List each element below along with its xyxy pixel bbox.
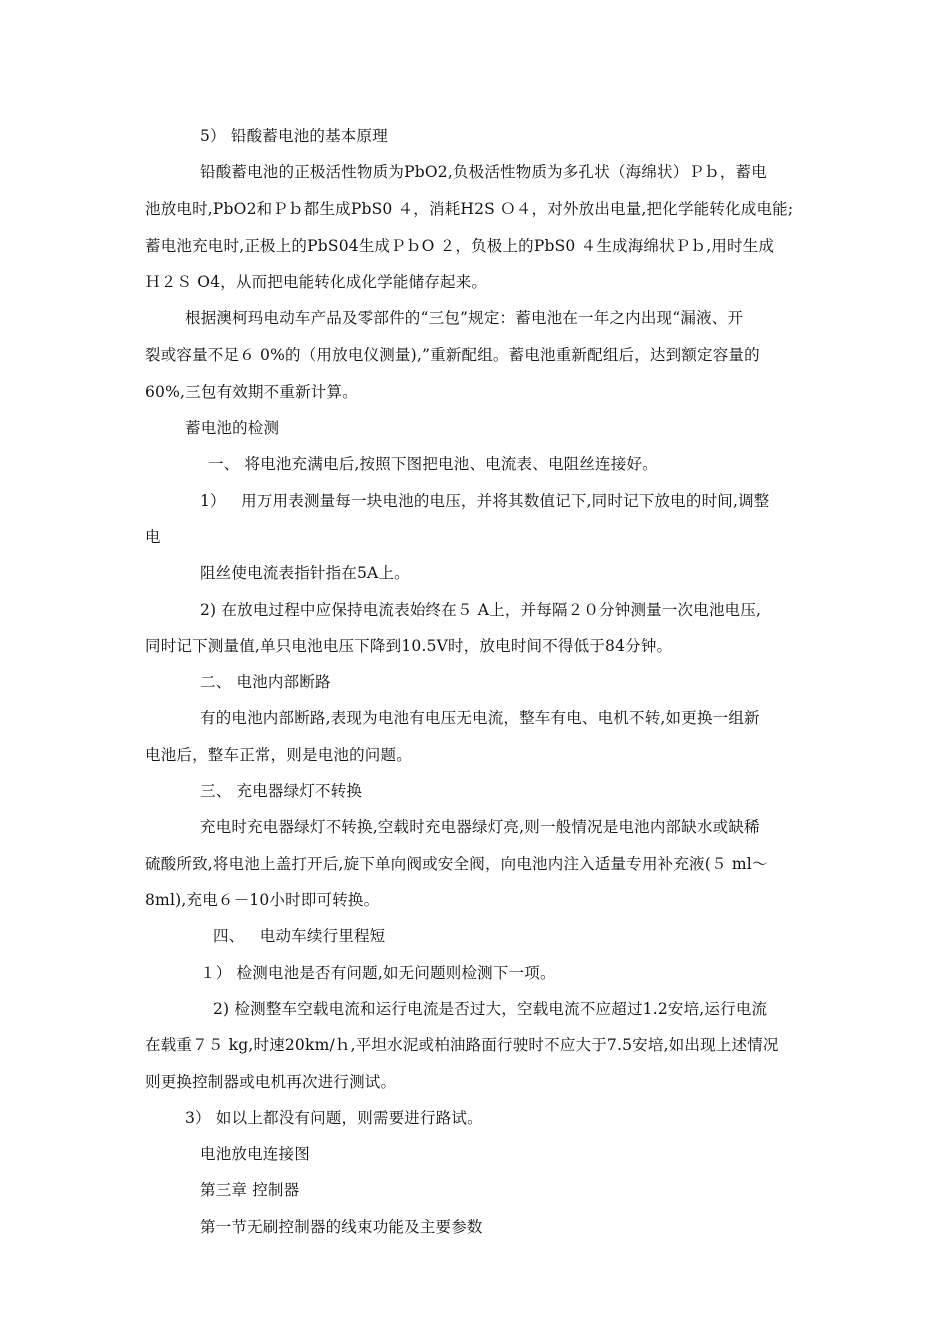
paragraph-line: 同时记下测量值,单只电池电压下降到10.5V时，放电时间不得低于84分钟。 bbox=[145, 637, 673, 655]
list-item: 3） 如以上都没有问题，则需要进行路试。 bbox=[185, 1109, 483, 1127]
section-title: 第一节无刷控制器的线束功能及主要参数 bbox=[200, 1218, 483, 1236]
paragraph-line: 有的电池内部断路,表现为电池有电压无电流，整车有电、电机不转,如更换一组新 bbox=[200, 709, 760, 727]
figure-caption: 电池放电连接图 bbox=[200, 1145, 310, 1163]
section-heading: 四、 电动车续行里程短 bbox=[213, 927, 386, 945]
paragraph-line: 蓄电池充电时,正极上的PbS04生成ＰｂO ２，负极上的PbS0 ４生成海绵状Ｐｂ,用时生成 bbox=[145, 237, 775, 255]
paragraph-line: Ｈ２Ｓ O4，从而把电能转化成化学能储存起来。 bbox=[145, 273, 488, 291]
paragraph-line: 铅酸蓄电池的正极活性物质为PbO2,负极活性物质为多孔状（海绵状）Ｐｂ，蓄电 bbox=[200, 163, 767, 181]
list-item: 一、 将电池充满电后,按照下图把电池、电流表、电阻丝连接好。 bbox=[208, 455, 658, 473]
paragraph-line: 阻丝使电流表指针指在5A上。 bbox=[200, 564, 410, 582]
list-item: １） 检测电池是否有问题,如无问题则检测下一项。 bbox=[200, 964, 556, 982]
paragraph-line: 池放电时,PbO2和Ｐｂ都生成PbS0 ４，消耗H2S Ｏ４，对外放出电量,把化学能转化成电能; bbox=[145, 200, 794, 218]
list-item: 2) 在放电过程中应保持电流表始终在５ A上，并每隔２０分钟测量一次电池电压, bbox=[200, 601, 762, 619]
section-heading: 二、 电池内部断路 bbox=[200, 673, 331, 691]
paragraph-line: 电池后，整车正常，则是电池的问题。 bbox=[145, 746, 412, 764]
paragraph-line: 电 bbox=[145, 528, 161, 546]
paragraph-line: 硫酸所致,将电池上盖打开后,旋下单向阀或安全阀，向电池内注入适量专用补充液(５ ml～ bbox=[145, 855, 768, 873]
paragraph-line: 60%,三包有效期不重新计算。 bbox=[145, 383, 358, 401]
paragraph-line: 在载重７５ kg,时速20km/ｈ,平坦水泥或柏油路面行驶时不应大于7.5安培,如出现上述情况 bbox=[145, 1036, 779, 1054]
section-heading: 5） 铅酸蓄电池的基本原理 bbox=[200, 127, 388, 145]
paragraph-line: 充电时充电器绿灯不转换,空载时充电器绿灯亮,则一般情况是电池内部缺水或缺稀 bbox=[200, 818, 760, 836]
paragraph-line: 则更换控制器或电机再次进行测试。 bbox=[145, 1073, 397, 1091]
paragraph-line: 根据澳柯玛电动车产品及零部件的“三包”规定：蓄电池在一年之内出现“漏液、开 bbox=[185, 309, 744, 327]
section-heading: 蓄电池的检测 bbox=[185, 419, 280, 437]
paragraph-line: 裂或容量不足６ 0%的（用放电仪测量),”重新配组。蓄电池重新配组后，达到额定容量的 bbox=[145, 346, 760, 364]
paragraph-line: 8ml),充电６－10小时即可转换。 bbox=[145, 891, 380, 909]
list-item: 2) 检测整车空载电流和运行电流是否过大，空载电流不应超过1.2安培,运行电流 bbox=[213, 1000, 768, 1018]
list-item: 1） 用万用表测量每一块电池的电压，并将其数值记下,同时记下放电的时间,调整 bbox=[200, 492, 770, 510]
section-heading: 三、 充电器绿灯不转换 bbox=[200, 782, 363, 800]
chapter-title: 第三章 控制器 bbox=[200, 1181, 300, 1199]
